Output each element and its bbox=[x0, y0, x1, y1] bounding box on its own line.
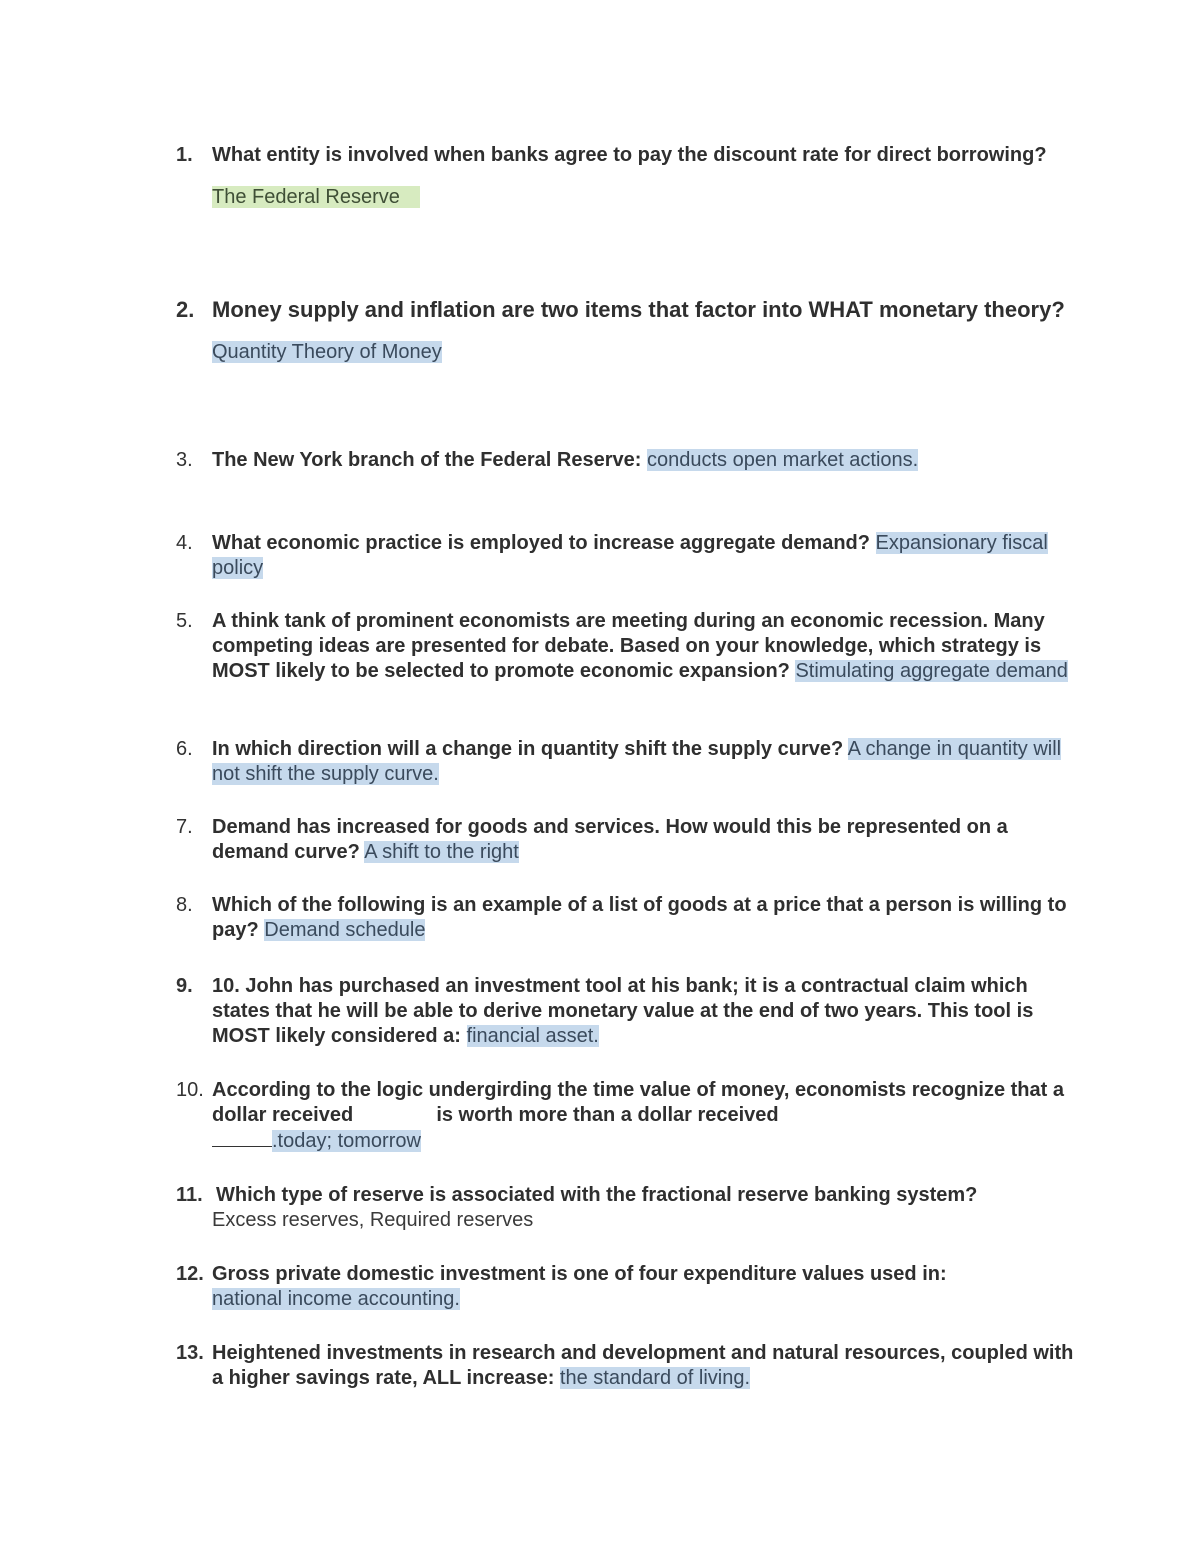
answer-text: national income accounting. bbox=[212, 1288, 460, 1310]
question-text: Which of the following is an example of a list of goods at a price that a person is willing to pay? bbox=[212, 894, 1067, 941]
answer-text: the standard of living. bbox=[559, 1367, 751, 1389]
question-7 bbox=[176, 815, 1076, 865]
question-10 bbox=[176, 1078, 1076, 1154]
question-12 bbox=[176, 1262, 1076, 1312]
question-text: Money supply and inflation are two items that factor into WHAT monetary theory? bbox=[212, 297, 1065, 322]
question-number: 2. bbox=[176, 297, 195, 322]
question-text: Gross private domestic investment is one of four expenditure values used in: bbox=[212, 1263, 947, 1285]
answer-text: .today; tomorrow bbox=[272, 1130, 421, 1152]
question-text-part2: is worth more than a dollar received bbox=[436, 1104, 779, 1126]
question-2 bbox=[176, 297, 1076, 365]
question-number: 11. bbox=[176, 1184, 203, 1206]
question-text: Demand has increased for goods and services. How would this be represented on a demand curve? bbox=[212, 816, 1008, 863]
question-4 bbox=[176, 531, 1076, 581]
question-8 bbox=[176, 893, 1076, 943]
question-text: What economic practice is employed to increase aggregate demand? bbox=[212, 532, 870, 554]
question-text: A think tank of prominent economists are meeting during an economic recession. Many competing ideas are presented for debate. Based on your knowledge, which strategy is MOST likely to be selected to promote economic expansion? bbox=[212, 610, 1045, 682]
question-13 bbox=[176, 1341, 1076, 1391]
answer-text: Demand schedule bbox=[264, 919, 426, 941]
question-9 bbox=[176, 974, 1076, 1049]
answer-text: financial asset. bbox=[466, 1025, 599, 1047]
question-number: 12. bbox=[176, 1263, 204, 1285]
question-text: In which direction will a change in quantity shift the supply curve? bbox=[212, 738, 844, 760]
question-text-part1: According to the logic undergirding the time value of money, economists recognize that a dollar received bbox=[212, 1079, 1064, 1126]
answer-text: A change in quantity will not shift the supply curve. bbox=[212, 738, 1062, 785]
answer-text: conducts open market actions. bbox=[646, 449, 919, 471]
question-number: 4. bbox=[176, 532, 193, 554]
question-number: 8. bbox=[176, 894, 193, 916]
answer-text: Excess reserves, Required reserves bbox=[212, 1209, 534, 1231]
answer-text: Quantity Theory of Money bbox=[212, 341, 442, 363]
question-text: The New York branch of the Federal Reserve: bbox=[212, 449, 642, 471]
question-text: Which type of reserve is associated with the fractional reserve banking system? bbox=[216, 1184, 978, 1206]
question-number: 7. bbox=[176, 816, 193, 838]
question-3 bbox=[176, 448, 1076, 473]
question-number: 1. bbox=[176, 144, 193, 166]
question-number: 6. bbox=[176, 738, 193, 760]
answer-text: Stimulating aggregate demand bbox=[795, 660, 1068, 682]
blank-line bbox=[212, 1128, 272, 1147]
question-number: 3. bbox=[176, 449, 193, 471]
answer-text: The Federal Reserve bbox=[212, 186, 420, 208]
question-1 bbox=[176, 143, 1076, 210]
question-number: 9. bbox=[176, 975, 193, 997]
question-number: 10. bbox=[176, 1079, 204, 1101]
question-text: Heightened investments in research and development and natural resources, coupled with a higher savings rate, ALL increase: bbox=[212, 1342, 1074, 1389]
question-text: 10. John has purchased an investment tool at his bank; it is a contractual claim which states that he will be able to derive monetary value at the end of two years. This tool is MOST likely considered a: bbox=[212, 975, 1034, 1047]
question-number: 13. bbox=[176, 1342, 204, 1364]
answer-text: A shift to the right bbox=[364, 841, 519, 863]
question-11 bbox=[176, 1183, 1076, 1233]
answer-text: Expansionary fiscal policy bbox=[212, 532, 1048, 579]
question-text: What entity is involved when banks agree to pay the discount rate for direct borrowing? bbox=[212, 144, 1047, 166]
question-5 bbox=[176, 609, 1076, 684]
question-number: 5. bbox=[176, 610, 193, 632]
question-6 bbox=[176, 737, 1076, 787]
